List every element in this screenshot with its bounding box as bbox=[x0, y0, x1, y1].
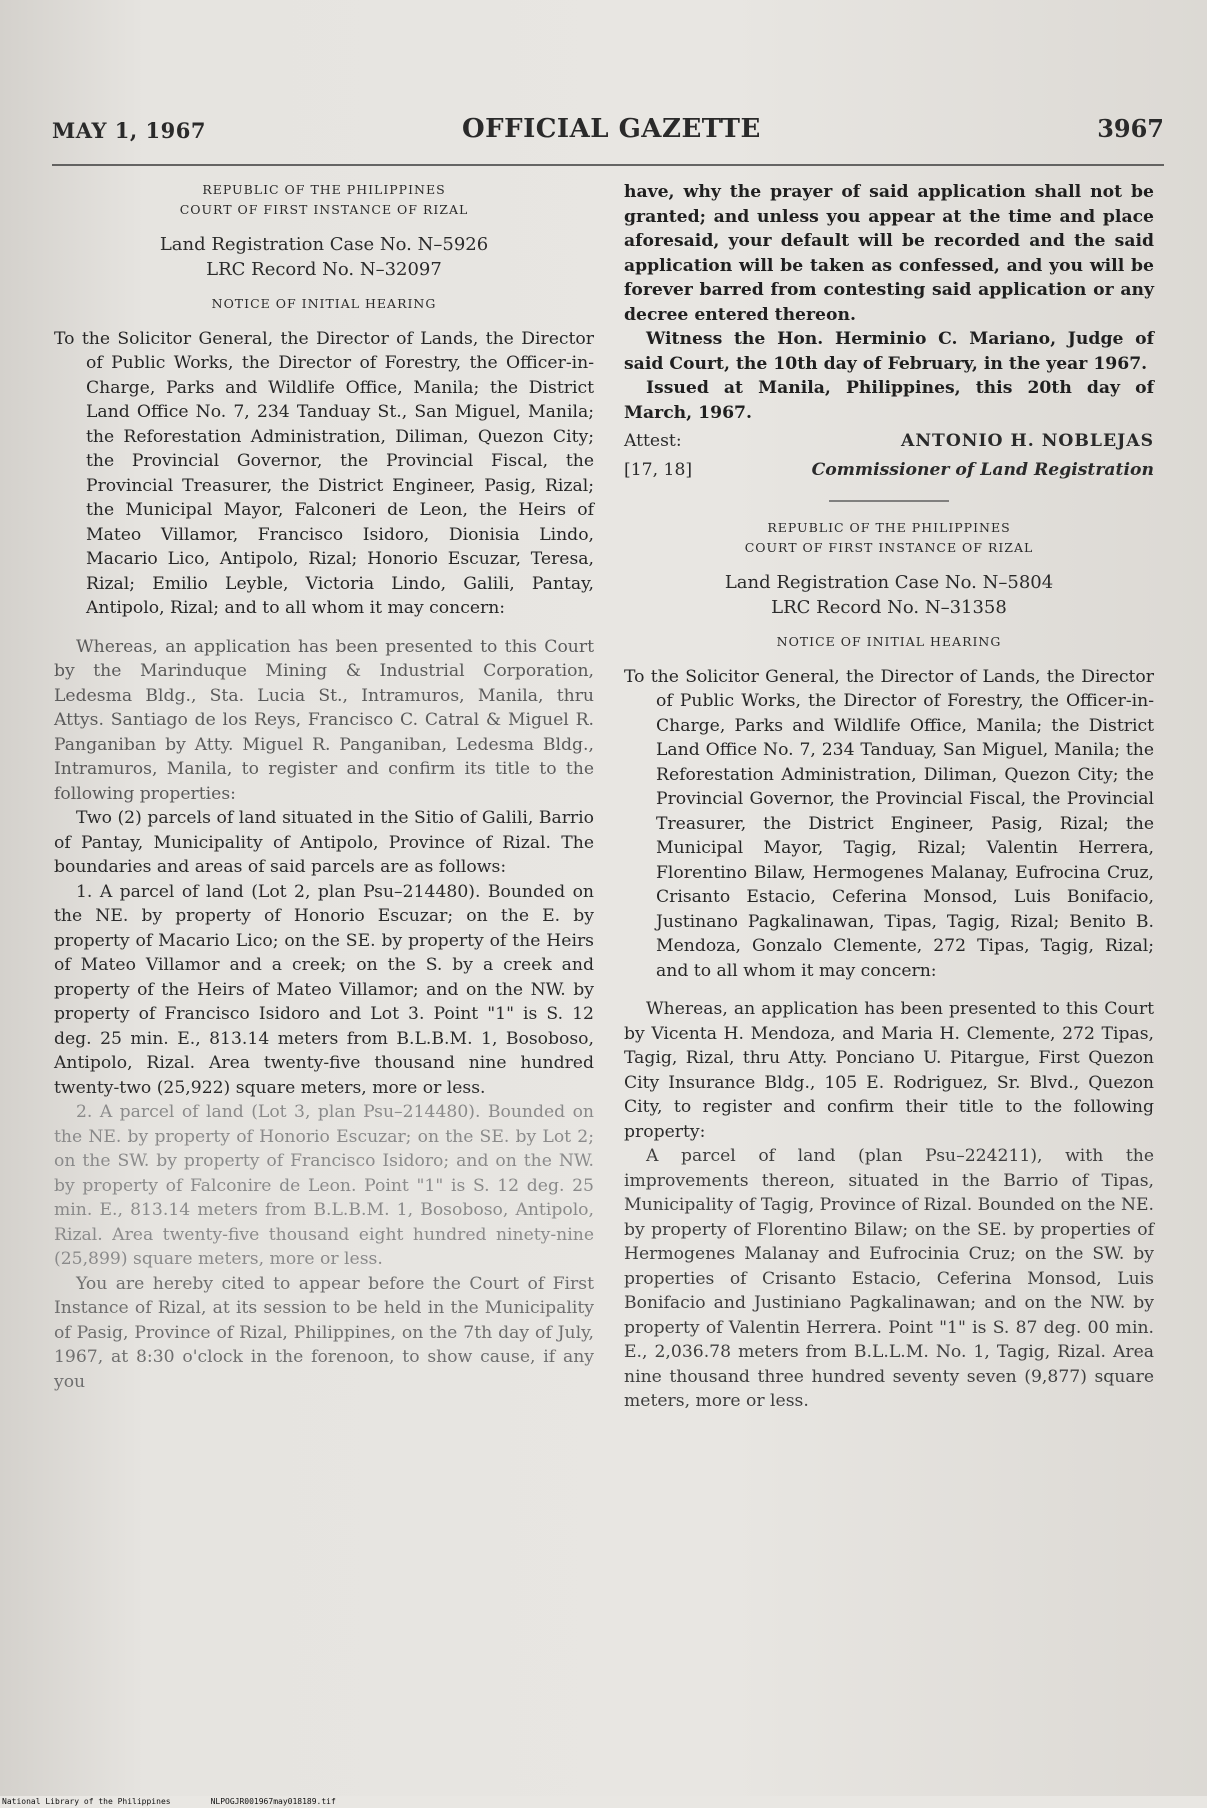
header-date: MAY 1, 1967 bbox=[52, 118, 206, 143]
left-column bbox=[54, 180, 594, 1394]
issue-numbers: [17, 18] bbox=[624, 459, 693, 480]
addressees-2: To the Solicitor General, the Director of Lands, the Director of Public Works, the Director of Forestry, the Officer-in-Charge, Parks and Wildlife Office, Manila; the District Land Office No. 7, 234 Tanduay, San Miguel, Manila; the Reforestation Administration, Diliman, Quezon City; the Provincial Governor, the Provincial Fiscal, the Provincial Treasurer, the District Engineer, Pasig, Rizal; the Municipal Mayor, Tagig, Rizal; Valentin Herrera, Florentino Bilaw, Hermogenes Malanay, Eufrocina Cruz, Crisanto Estacio, Ceferina Monsod, Luis Bonifacio, Justinano Pagkalinawan, Tipas, Tagig, Rizal; Benito B. Mendoza, Gonzalo Clemente, 272 Tipas, Tagig, Rizal; and to all whom it may concern: bbox=[624, 666, 1154, 981]
court-line: COURT OF FIRST INSTANCE OF RIZAL bbox=[179, 202, 469, 217]
parcels-paragraph: Two (2) parcels of land situated in the Sitio of Galili, Barrio of Pantay, Municipality of Antipolo, Province of Rizal. The boundaries and areas of said parcels are as follows: bbox=[54, 808, 594, 877]
issued-paragraph: Issued at Manila, Philippines, this 20th day of March, 1967. bbox=[624, 378, 1154, 423]
addressees: To the Solicitor General, the Director of Lands, the Director of Public Works, the Director of Forestry, the Officer-in-Charge, Parks and Wildlife Office, Manila; the District Land Office No. 7, 234 Tanduay St., San Miguel, Manila; the Reforestation Administration, Diliman, Quezon City; the Provincial Governor, the Provincial Fiscal, the Provincial Treasurer, the District Engineer, Pasig, Rizal; the Municipal Mayor, Falconeri de Leon, the Heirs of Mateo Villamor, Francisco Isidoro, Dionisia Lindo, Macario Lico, Antipolo, Rizal; Honorio Escuzar, Teresa, Rizal; Emilio Leyble, Victoria Lindo, Galili, Pantay, Antipolo, Rizal; and to all whom it may concern: bbox=[54, 328, 594, 618]
record-number-2: LRC Record No. N–31358 bbox=[771, 597, 1007, 618]
header-page-number: 3967 bbox=[1097, 114, 1164, 143]
notice-separator bbox=[829, 500, 949, 502]
attest-title-block bbox=[624, 458, 1154, 483]
parcel-2-paragraph: 2. A parcel of land (Lot 3, plan Psu–214480). Bounded on the NE. by property of Honorio Escuzar; on the SE. by Lot 2; on the SW. by property of Francisco Isidoro; and on the NW. by property of Falconire de Leon. Point "1" is S. 12 deg. 25 min. E., 813.14 meters from B.L.B.M. 1, Bosoboso, Antipolo, Rizal. Area twenty-five thousand eight hundred ninety-nine (25,899) square meters, more or less. bbox=[54, 1102, 594, 1269]
application-paragraph: Whereas, an application has been presented to this Court by the Marinduque Mining & Industrial Corporation, Ledesma Bldg., Sta. Lucia St., Intramuros, Manila, thru Attys. Santiago de los Reys, Francisco C. Catral & Miguel R. Panganiban by Atty. Miguel R. Panganiban, Ledesma Bldg., Intramuros, Manila, to register and confirm its title to the following properties: bbox=[54, 636, 594, 804]
continuation-paragraph: have, why the prayer of said application shall not be granted; and unless you appear at the time and place aforesaid, your default will be recorded and the said application will be taken as confessed, and you will be forever barred from contesting said application or any decree entered thereon. bbox=[624, 182, 1154, 325]
notice-title-2: NOTICE OF INITIAL HEARING bbox=[776, 634, 1002, 649]
case-number: Land Registration Case No. N–5926 bbox=[159, 234, 489, 255]
header-title: OFFICIAL GAZETTE bbox=[462, 114, 761, 144]
attest-block bbox=[624, 429, 1154, 454]
citation-paragraph: You are hereby cited to appear before the Court of First Instance of Rizal, at its session to be held in the Municipality of Pasig, Province of Rizal, Philippines, on the 7th day of July, 1967, at 8:30 o'clock in the forenoon, to show cause, if any you bbox=[54, 1273, 594, 1392]
attest-label: Attest: bbox=[624, 431, 682, 451]
case-number-2: Land Registration Case No. N–5804 bbox=[724, 572, 1054, 593]
right-column bbox=[624, 180, 1154, 1414]
page-header bbox=[52, 112, 1164, 152]
signer-title: Commissioner of Land Registration bbox=[811, 459, 1154, 480]
witness-paragraph: Witness the Hon. Herminio C. Mariano, Judge of said Court, the 10th day of February, in the year 1967. bbox=[624, 329, 1154, 374]
republic-line: REPUBLIC OF THE PHILIPPINES bbox=[202, 182, 446, 197]
record-number: LRC Record No. N–32097 bbox=[206, 259, 442, 280]
republic-line-2: REPUBLIC OF THE PHILIPPINES bbox=[767, 520, 1011, 535]
footer-file: NLPOGJR001967may018189.tif bbox=[210, 1797, 336, 1806]
scan-footer bbox=[0, 1796, 1207, 1808]
parcel-1-paragraph: 1. A parcel of land (Lot 2, plan Psu–214480). Bounded on the NE. by property of Honorio Escuzar; on the E. by property of Macario Lico; on the SE. by property of the Heirs of Mateo Villamor and a creek; on the S. by a creek and property of the Heirs of Mateo Villamor; and on the NW. by property of Francisco Isidoro and Lot 3. Point "1" is S. 12 deg. 25 min. E., 813.14 meters from B.L.B.M. 1, Bosoboso, Antipolo, Rizal. Area twenty-five thousand nine hundred twenty-two (25,922) square meters, more or less. bbox=[54, 881, 594, 1098]
header-rule bbox=[52, 164, 1164, 166]
parcel-paragraph-2: A parcel of land (plan Psu–224211), with the improvements thereon, situated in the Barrio of Tipas, Municipality of Tagig, Province of Rizal. Bounded on the NE. by property of Florentino Bilaw; on the SE. by properties of Hermogenes Malanay and Eufrocinia Cruz; on the SW. by properties of Crisanto Estacio, Ceferina Monsod, Luis Bonifacio and Justiniano Pagkalinawan; and on the NW. by property of Valentin Herrera. Point "1" is S. 87 deg. 00 min. E., 2,036.78 meters from B.L.L.M. No. 1, Tagig, Rizal. Area nine thousand three hundred seventy seven (9,877) square meters, more or less. bbox=[624, 1146, 1154, 1411]
application-paragraph-2: Whereas, an application has been presented to this Court by Vicenta H. Mendoza, and Maria H. Clemente, 272 Tipas, Tagig, Rizal, thru Atty. Ponciano U. Pitargue, First Quezon City Insurance Bldg., 105 E. Rodriguez, Sr. Blvd., Quezon City, to register and confirm their title to the following property: bbox=[624, 999, 1154, 1142]
signer-name: ANTONIO H. NOBLEJAS bbox=[901, 431, 1154, 451]
footer-library: National Library of the Philippines bbox=[2, 1797, 171, 1806]
court-line-2: COURT OF FIRST INSTANCE OF RIZAL bbox=[744, 540, 1034, 555]
notice-title: NOTICE OF INITIAL HEARING bbox=[211, 296, 437, 311]
